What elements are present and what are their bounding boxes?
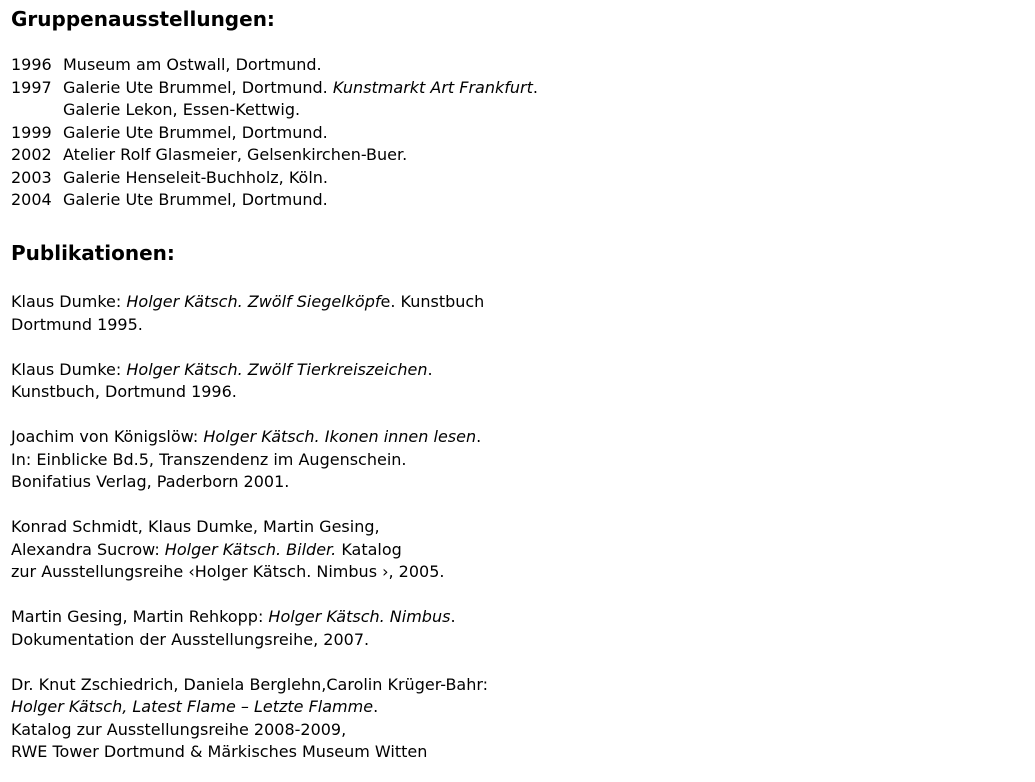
publication-entry <box>11 674 488 764</box>
exhibition-venue-text: Atelier Rolf Glasmeier, Gelsenkirchen-Buer. <box>63 145 408 164</box>
publication-line <box>11 314 488 337</box>
exhibition-venue <box>63 144 407 167</box>
publication-text: Bonifatius Verlag, Paderborn 2001. <box>11 472 290 491</box>
publication-title: Holger Kätsch. Zwölf Siegelköpf <box>126 292 381 311</box>
publication-line <box>11 741 488 764</box>
publication-text: Alexandra Sucrow: <box>11 539 165 559</box>
publication-text: zur Ausstellungsreihe ‹Holger Kätsch. Nimbus ›, 2005. <box>11 562 445 581</box>
publication-text: In: Einblicke Bd.5, Transzendenz im Augenschein. <box>11 449 407 469</box>
exhibition-year <box>11 99 63 122</box>
publication-text: Konrad Schmidt, Klaus Dumke, Martin Gesing, <box>11 517 380 536</box>
exhibition-venue <box>63 122 328 145</box>
publication-line <box>11 561 488 584</box>
exhibition-venue <box>63 77 538 100</box>
publication-line <box>11 606 488 629</box>
exhibition-row <box>11 122 538 145</box>
publication-text: Joachim von Königslöw: <box>11 427 204 446</box>
exhibition-venue <box>63 54 322 77</box>
publication-entry <box>11 426 488 494</box>
publication-line <box>11 539 488 562</box>
publication-line <box>11 516 488 539</box>
publication-text: Klaus Dumke: <box>11 292 127 311</box>
exhibition-year: 2004 <box>11 190 52 209</box>
publication-text: Kunstbuch, Dortmund 1996. <box>11 382 237 401</box>
exhibition-venue-italic: Kunstmarkt Art Frankfurt <box>332 77 533 97</box>
exhibition-venue-text: Galerie Ute Brummel, Dortmund. <box>63 77 333 97</box>
publication-text: Martin Gesing, Martin Rehkopp: <box>11 607 269 626</box>
publication-line <box>11 696 488 719</box>
exhibition-row <box>11 189 538 212</box>
publication-line <box>11 674 488 697</box>
exhibition-venue-suffix: . <box>532 77 538 97</box>
publication-text: Katalog zur Ausstellungsreihe 2008-2009, <box>11 719 347 739</box>
exhibition-venue <box>63 167 328 190</box>
exhibition-venue <box>63 99 300 122</box>
group-exhibitions-list <box>11 54 538 212</box>
exhibition-venue-text: Galerie Ute Brummel, Dortmund. <box>63 190 328 209</box>
publication-line <box>11 381 488 404</box>
publication-text: Dokumentation der Ausstellungsreihe, 2007. <box>11 629 370 649</box>
publication-entry <box>11 291 488 336</box>
exhibition-row <box>11 167 538 190</box>
publication-line <box>11 449 488 472</box>
exhibition-venue-text: Galerie Ute Brummel, Dortmund. <box>63 122 328 142</box>
publication-line <box>11 426 488 449</box>
publication-text: . <box>450 607 456 626</box>
exhibition-row <box>11 99 538 122</box>
publication-line <box>11 471 488 494</box>
publication-title: Holger Kätsch. Zwölf Tierkreiszeichen <box>126 359 428 379</box>
publication-title: Holger Kätsch. Nimbus <box>268 607 451 626</box>
publication-text: . <box>427 359 433 379</box>
exhibition-venue-text: Museum am Ostwall, Dortmund. <box>63 55 322 74</box>
publication-line <box>11 719 488 742</box>
exhibition-venue-text: Galerie Lekon, Essen-Kettwig. <box>63 100 301 119</box>
publication-text: Katalog <box>336 539 402 559</box>
publications-list <box>11 291 488 764</box>
exhibition-year: 2002 <box>11 145 52 164</box>
publication-entry <box>11 606 488 651</box>
publication-text: Dr. Knut Zschiedrich, Daniela Berglehn,Carolin Krüger-Bahr: <box>11 674 489 694</box>
publication-line <box>11 291 488 314</box>
exhibition-year: 1997 <box>11 77 52 97</box>
publication-entry <box>11 359 488 404</box>
publication-text: RWE Tower Dortmund & Märkisches Museum Witten <box>11 742 428 761</box>
publication-text: Dortmund 1995. <box>11 314 143 334</box>
publication-text: . <box>476 427 482 446</box>
publication-text: e. Kunstbuch <box>380 292 485 311</box>
publication-title: Holger Kätsch. Bilder. <box>164 539 337 559</box>
exhibition-venue-text: Galerie Henseleit-Buchholz, Köln. <box>63 167 329 187</box>
publication-title: Holger Kätsch. Ikonen innen lesen <box>203 427 477 446</box>
publication-text: Klaus Dumke: <box>11 359 127 379</box>
publication-entry <box>11 516 488 584</box>
publications-heading: Publikationen: <box>11 241 175 265</box>
exhibition-row <box>11 54 538 77</box>
publication-text: . <box>373 697 379 716</box>
exhibition-venue <box>63 189 328 212</box>
exhibition-year: 1996 <box>11 55 52 74</box>
publication-line <box>11 629 488 652</box>
exhibition-year: 1999 <box>11 122 52 142</box>
publication-title: Holger Kätsch, Latest Flame – Letzte Flamme <box>11 697 374 716</box>
exhibition-year: 2003 <box>11 167 52 187</box>
publication-line <box>11 359 488 382</box>
group-exhibitions-heading: Gruppenausstellungen: <box>11 7 275 31</box>
exhibition-row <box>11 77 538 100</box>
exhibition-row <box>11 144 538 167</box>
